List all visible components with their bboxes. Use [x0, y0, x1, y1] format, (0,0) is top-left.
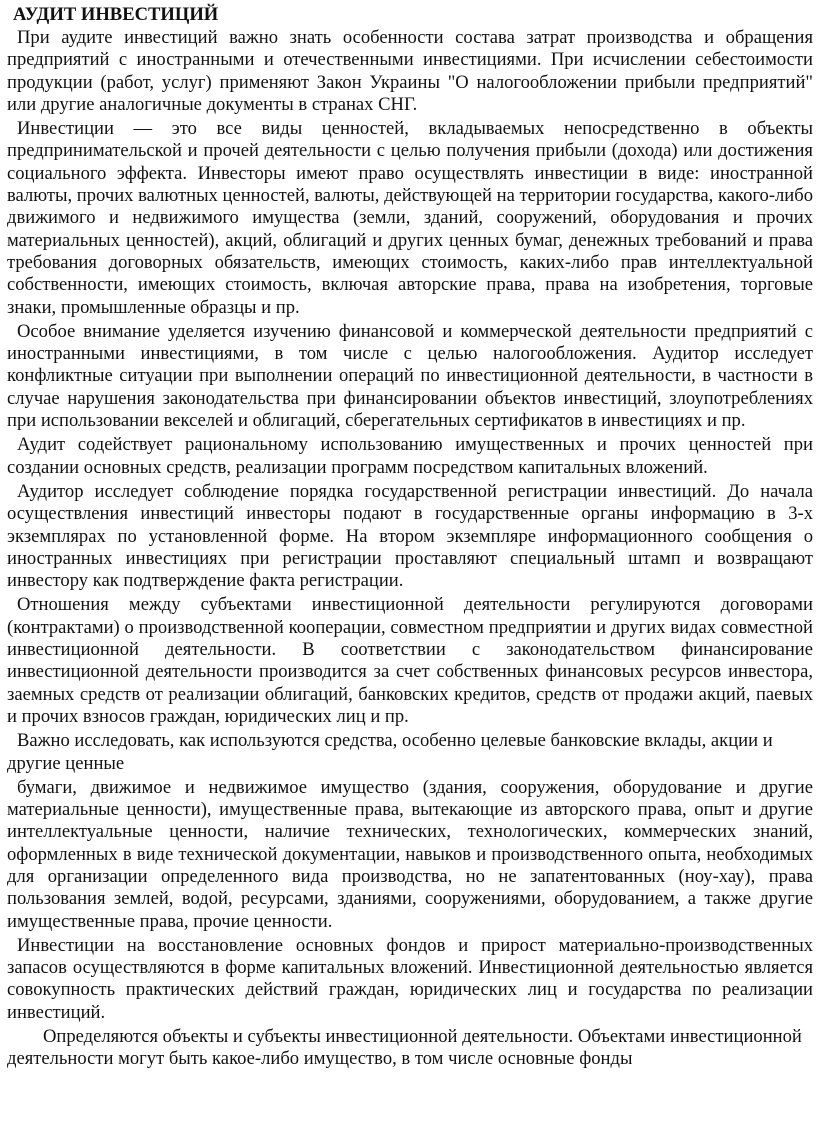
paragraph-cost-composition: При аудите инвестиций важно знать особенности состава затрат производства и обращения предприятий с иностранными и отечественными инвестициями. При исчислении себестоимости продукции (работ, услуг) применяют Закон Украины "О налогообложении прибыли предприятий" или другие аналогичные документы в странах СНГ.: [7, 27, 813, 115]
document-title: АУДИТ ИНВЕСТИЦИЙ: [13, 4, 219, 25]
paragraph-investment-definition: Инвестиции — это все виды ценностей, вкладываемых непосредственно в объекты предпринимательской и прочей деятельности с целью получения прибыли (дохода) или достижения социального эффекта. Инвесторы имеют право осуществлять инвестиции в виде: иностранной валюты, прочих валютных ценностей, валюты, действующей на территории государства, какого-либо движимого и недвижимого имущества (земли, зданий, сооружений, оборудования и прочих материальных ценностей), акций, облигаций и других ценных бумаг, денежных требований и права требования договорных обязательств, имеющих стоимость, каких-либо прав интеллектуальной собственности, имеющих стоимость, включая авторские права, права на изобретения, торговые знаки, промышленные образцы и пр.: [7, 118, 813, 318]
paragraph-state-registration: Аудитор исследует соблюдение порядка государственной регистрации инвестиций. До начала осуществления инвестиций инвесторы подают в государственные органы информацию в 3-х экземплярах по установленной форме. На втором экземпляре информационного сообщения о иностранных инвестициях при регистрации проставляют специальный штамп и возвращают инвестору как подтверждение факта регистрации.: [7, 480, 813, 592]
paragraph-rational-use: Аудит содействует рациональному использованию имущественных и прочих ценностей при создании основных средств, реализации программ посредством капитальных вложений.: [7, 434, 813, 478]
paragraph-financial-activity: Особое внимание уделяется изучению финансовой и коммерческой деятельности предприятий с иностранными инвестициями, в том числе с целью налогообложения. Аудитор исследует конфликтные ситуации при выполнении операций по инвестиционной деятельности, в частности в случае нарушения законодательства при финансировании объектов инвестиций, злоупотреблениях при использовании векселей и облигаций, сберегательных сертификатов в инвестициях и пр.: [7, 320, 813, 432]
paragraph-investment-objects: Определяются объекты и субъекты инвестиционной деятельности. Объектами инвестиционной деятельности могут быть какое-либо имущество, в том числе основные фонды: [7, 1026, 802, 1070]
paragraph-relations-financing: Отношения между субъектами инвестиционной деятельности регулируются договорами (контрактами) о производственной кооперации, совместном предприятии и других видах совместной инвестиционной деятельности. В соответствии с законодательством финансирование инвестиционной деятельности производится за счет собственных финансовых ресурсов инвестора, заемных средств от реализации облигаций, банковских кредитов, средств от продажи акций, паевых и прочих взносов граждан, юридических лиц и пр.: [7, 594, 813, 727]
paragraph-funds-usage: Важно исследовать, как используются средства, особенно целевые банковские вклады, акции и другие ценные: [7, 730, 773, 774]
document-page: [7, 3, 813, 1073]
paragraph-capital-investments: Инвестиции на восстановление основных фондов и прирост материально-производственных запасов осуществляются в форме капитальных вложений. Инвестиционной деятельностью является совокупность практических действий граждан, юридических лиц и государства по реализации инвестиций.: [7, 934, 813, 1023]
paragraph-securities-property: бумаги, движимое и недвижимое имущество (здания, сооружения, оборудование и другие материальные ценности), имущественные права, вытекающие из авторского права, опыт и другие интеллектуальные ценности, наличие технических, технологических, коммерческих знаний, оформленных в виде технической документации, навыков и производственного опыта, необходимых для организации определенного вида производства, но не запатентованных (ноу-хау), права пользования землей, водой, ресурсами, зданиями, сооружениями, оборудованием, а также другие имущественные права, прочие ценности.: [7, 776, 813, 932]
